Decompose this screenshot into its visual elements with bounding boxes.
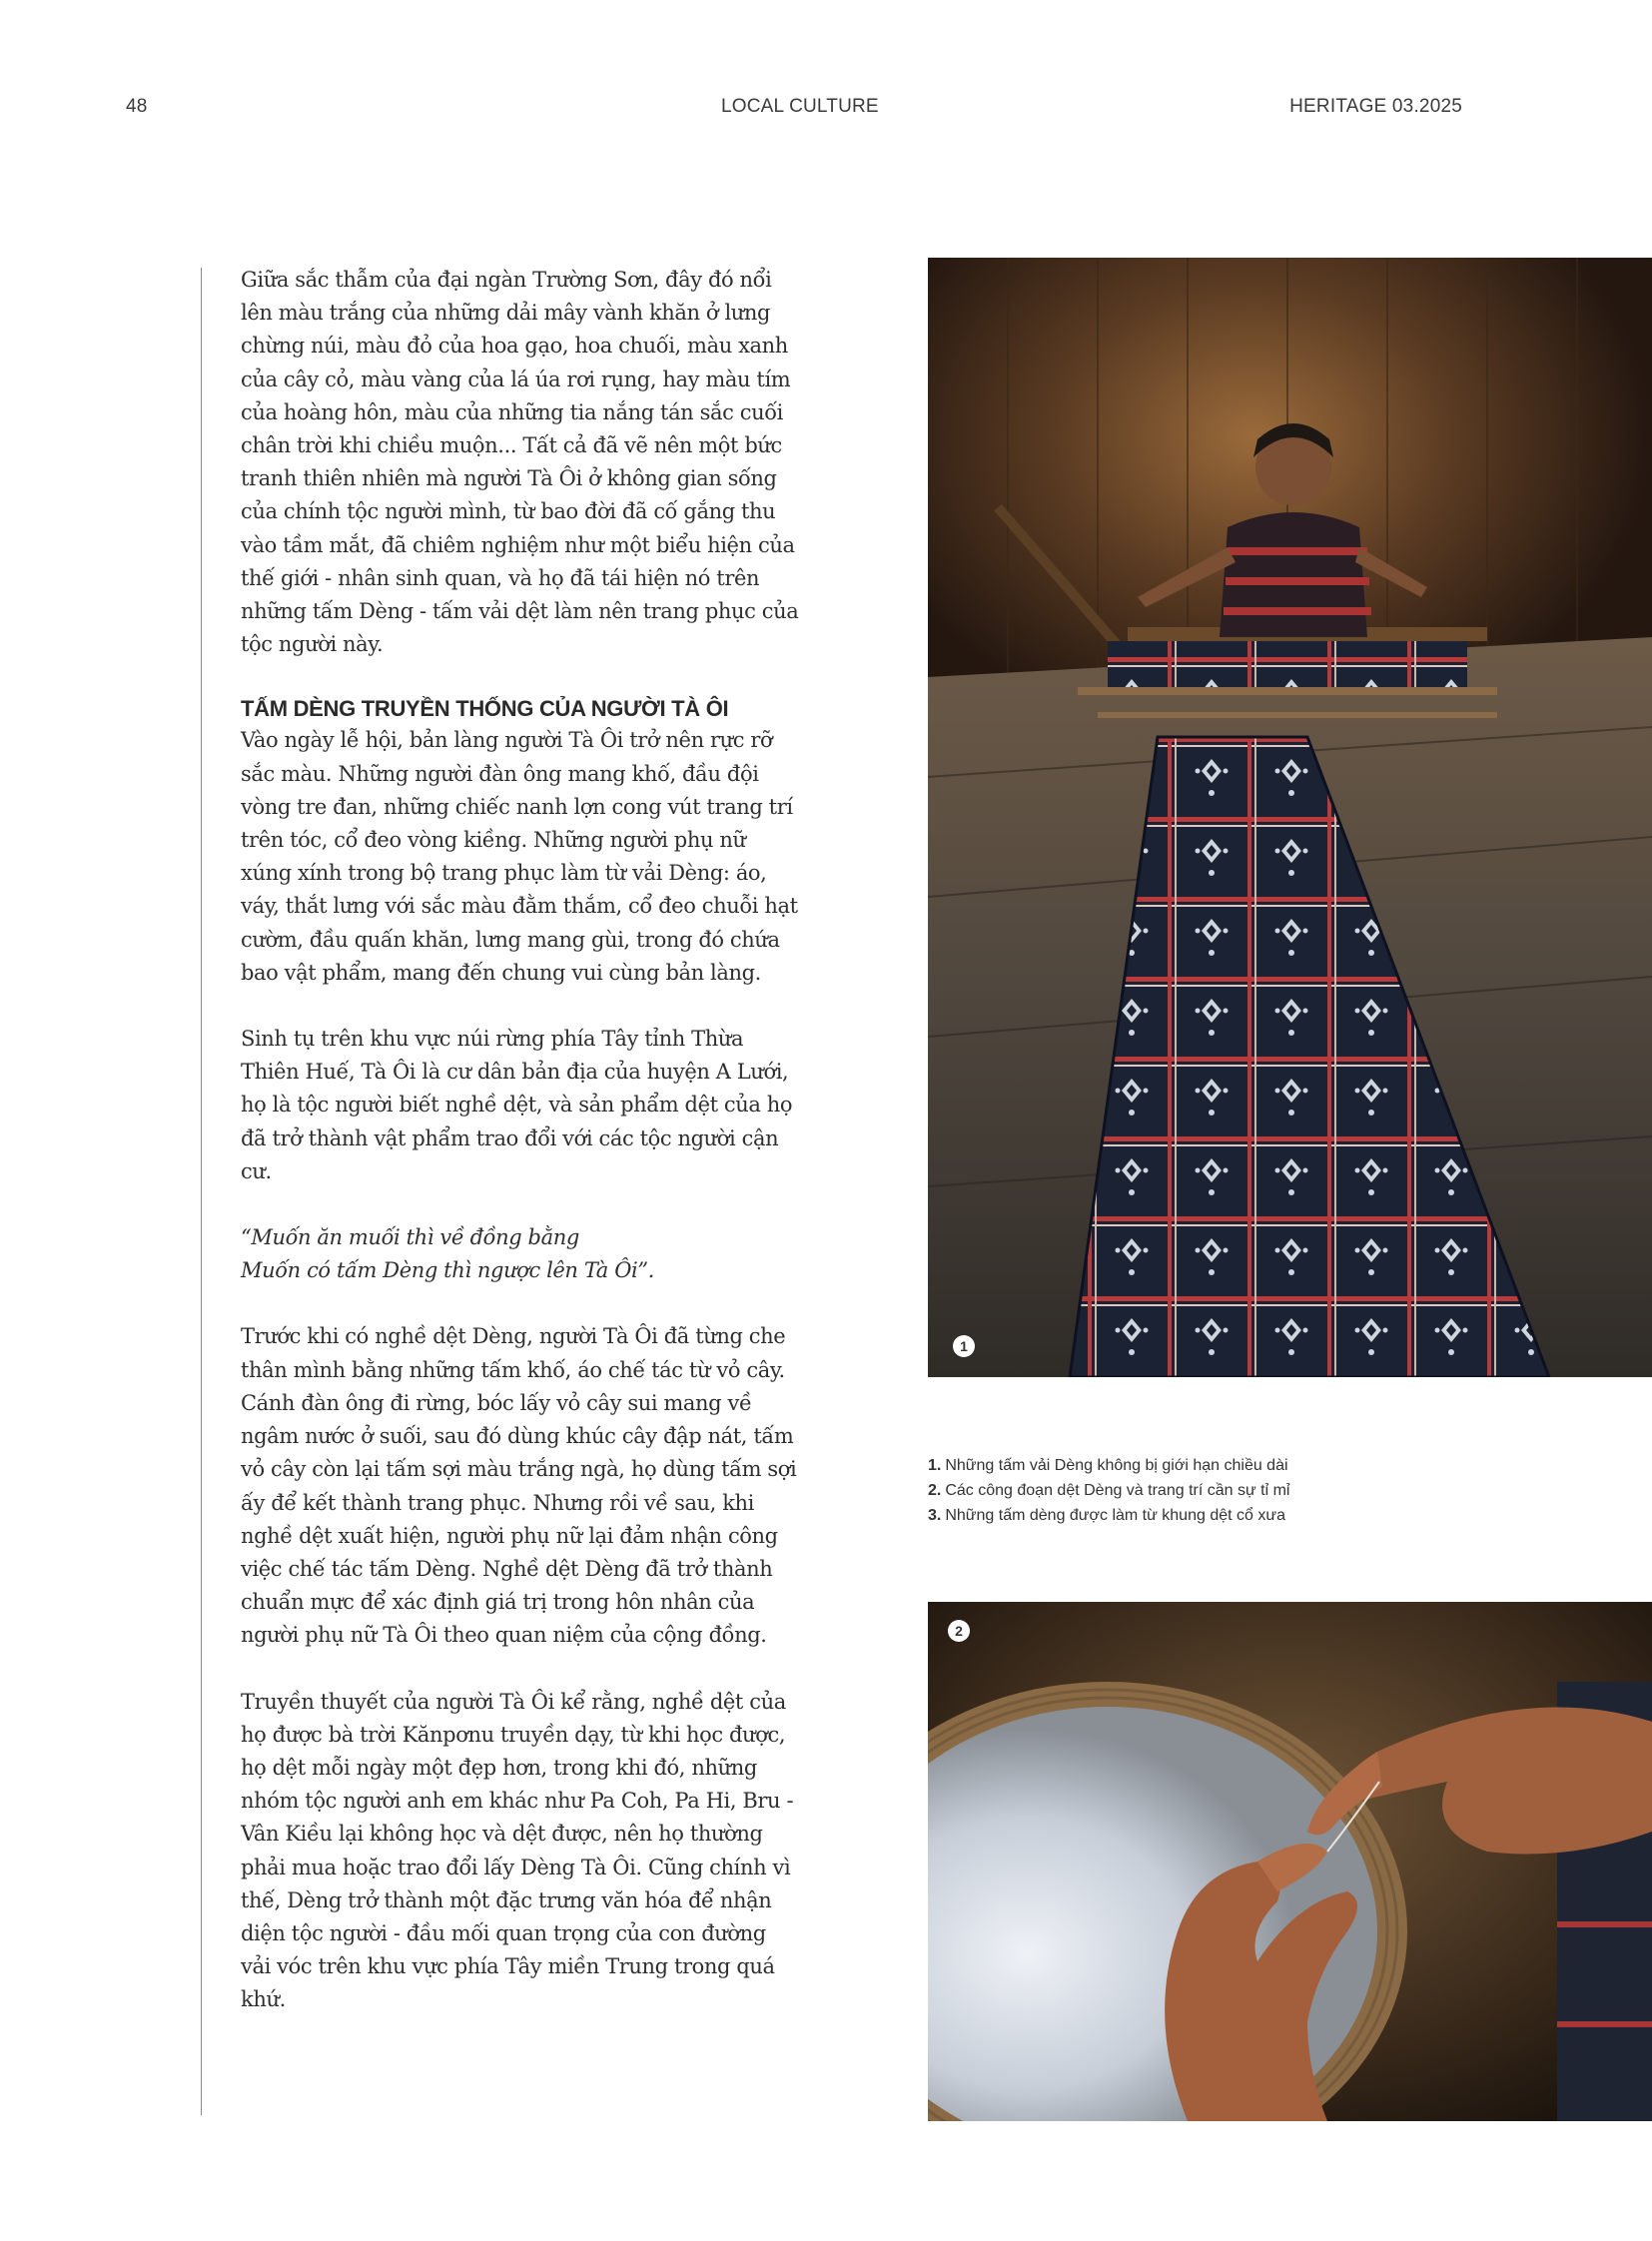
body-paragraph-4: Truyền thuyết của người Tà Ôi kể rằng, nghề dệt của họ được bà trời Kănpơnu truyền dạy, từ khi học được, họ dệt mỗi ngày một đẹp hơn, trong khi đó, những nhóm tộc người anh em khác như Pa Coh, Pa Hi, Bru - Vân Kiều lại không học và dệt được, nên họ thường phải mua hoặc trao đổi lấy Dèng Tà Ôi. Cũng chính vì thế, Dèng trở thành một đặc trưng văn hóa để nhận diện tộc người - đầu mối quan trọng của con đường vải vóc trên khu vực phía Tây miền Trung trong quá khứ. bbox=[241, 1689, 794, 2012]
caption-1-text: Những tấm vải Dèng không bị giới hạn chiều dài bbox=[945, 1457, 1288, 1474]
photo-hands-threading-image bbox=[928, 1602, 1652, 2121]
page-number: 48 bbox=[126, 96, 148, 117]
caption-2-number: 2. bbox=[928, 1482, 942, 1499]
article-body bbox=[241, 264, 800, 2050]
body-paragraph-1: Vào ngày lễ hội, bản làng người Tà Ôi trở nên rực rỡ sắc màu. Những người đàn ông mang khố, đầu đội vòng tre đan, những chiếc nanh lợn cong vút trang trí trên tóc, cổ đeo vòng kiềng. Những người phụ nữ xúng xính trong bộ trang phục làm từ vải Dèng: áo, váy, thắt lưng với sắc màu đằm thắm, cổ đeo chuỗi hạt cườm, đầu quấn khăn, lưng mang gùi, trong đó chứa bao vật phẩm, mang đến chung vui cùng bản làng. bbox=[241, 728, 798, 985]
column-rule bbox=[201, 268, 202, 2115]
caption-1-number: 1. bbox=[928, 1457, 942, 1474]
folk-verse bbox=[241, 1221, 800, 1287]
photo-weaver-loom-image bbox=[928, 258, 1652, 1377]
photo-captions bbox=[928, 1453, 1547, 1528]
photo-number-2: 2 bbox=[948, 1620, 970, 1642]
caption-2-text: Các công đoạn dệt Dèng và trang trí cần sự tỉ mỉ bbox=[945, 1482, 1290, 1499]
body-paragraph-2: Sinh tụ trên khu vực núi rừng phía Tây tỉnh Thừa Thiên Huế, Tà Ôi là cư dân bản địa của huyện A Lưới, họ là tộc người biết nghề dệt, và sản phẩm dệt của họ đã trở thành vật phẩm trao đổi với các tộc người cận cư. bbox=[241, 1027, 793, 1183]
caption-3-number: 3. bbox=[928, 1507, 942, 1524]
intro-paragraph: Giữa sắc thẫm của đại ngàn Trường Sơn, đây đó nổi lên màu trắng của những dải mây vành khăn ở lưng chừng núi, màu đỏ của hoa gạo, hoa chuối, màu xanh của cây cỏ, màu vàng của lá úa rơi rụng, hay màu tím của hoàng hôn, màu của những tia nắng tán sắc cuối chân trời khi chiều muộn... Tất cả đã vẽ nên một bức tranh thiên nhiên mà người Tà Ôi ở không gian sống của chính tộc người mình, từ bao đời đã cố gắng thu vào tầm mắt, đã chiêm nghiệm như một biểu hiện của thế giới - nhân sinh quan, và họ đã tái hiện nó trên những tấm Dèng - tấm vải dệt làm nên trang phục của tộc người này. bbox=[241, 268, 799, 657]
caption-1 bbox=[928, 1453, 1547, 1478]
caption-3-text: Những tấm dèng được làm từ khung dệt cổ xưa bbox=[945, 1507, 1285, 1524]
caption-2 bbox=[928, 1478, 1547, 1503]
folk-verse-line-1: “Muốn ăn muối thì về đồng bằng bbox=[241, 1225, 579, 1250]
photo-hands-threading bbox=[928, 1602, 1652, 2121]
photo-weaver-loom bbox=[928, 258, 1652, 1377]
section-heading: TẤM DÈNG TRUYỀN THỐNG CỦA NGƯỜI TÀ ÔI bbox=[241, 696, 729, 722]
issue-name: HERITAGE 03.2025 bbox=[1289, 96, 1462, 117]
caption-3 bbox=[928, 1503, 1547, 1528]
section-name: LOCAL CULTURE bbox=[721, 96, 879, 117]
body-paragraph-3: Trước khi có nghề dệt Dèng, người Tà Ôi đã từng che thân mình bằng những tấm khố, áo chế tác từ vỏ cây. Cánh đàn ông đi rừng, bóc lấy vỏ cây sui mang về ngâm nước ở suối, sau đó dùng khúc cây đập nát, tấm vỏ cây còn lại tấm sợi màu trắng ngà, họ dùng tấm sợi ấy để kết thành trang phục. Nhưng rồi về sau, khi nghề dệt xuất hiện, người phụ nữ lại đảm nhận công việc chế tác tấm Dèng. Nghề dệt Dèng đã trở thành chuẩn mực để xác định giá trị trong hôn nhân của người phụ nữ Tà Ôi theo quan niệm của cộng đồng. bbox=[241, 1324, 797, 1648]
photo-number-1: 1 bbox=[953, 1335, 975, 1357]
folk-verse-line-2: Muốn có tấm Dèng thì ngược lên Tà Ôi”. bbox=[241, 1258, 654, 1283]
